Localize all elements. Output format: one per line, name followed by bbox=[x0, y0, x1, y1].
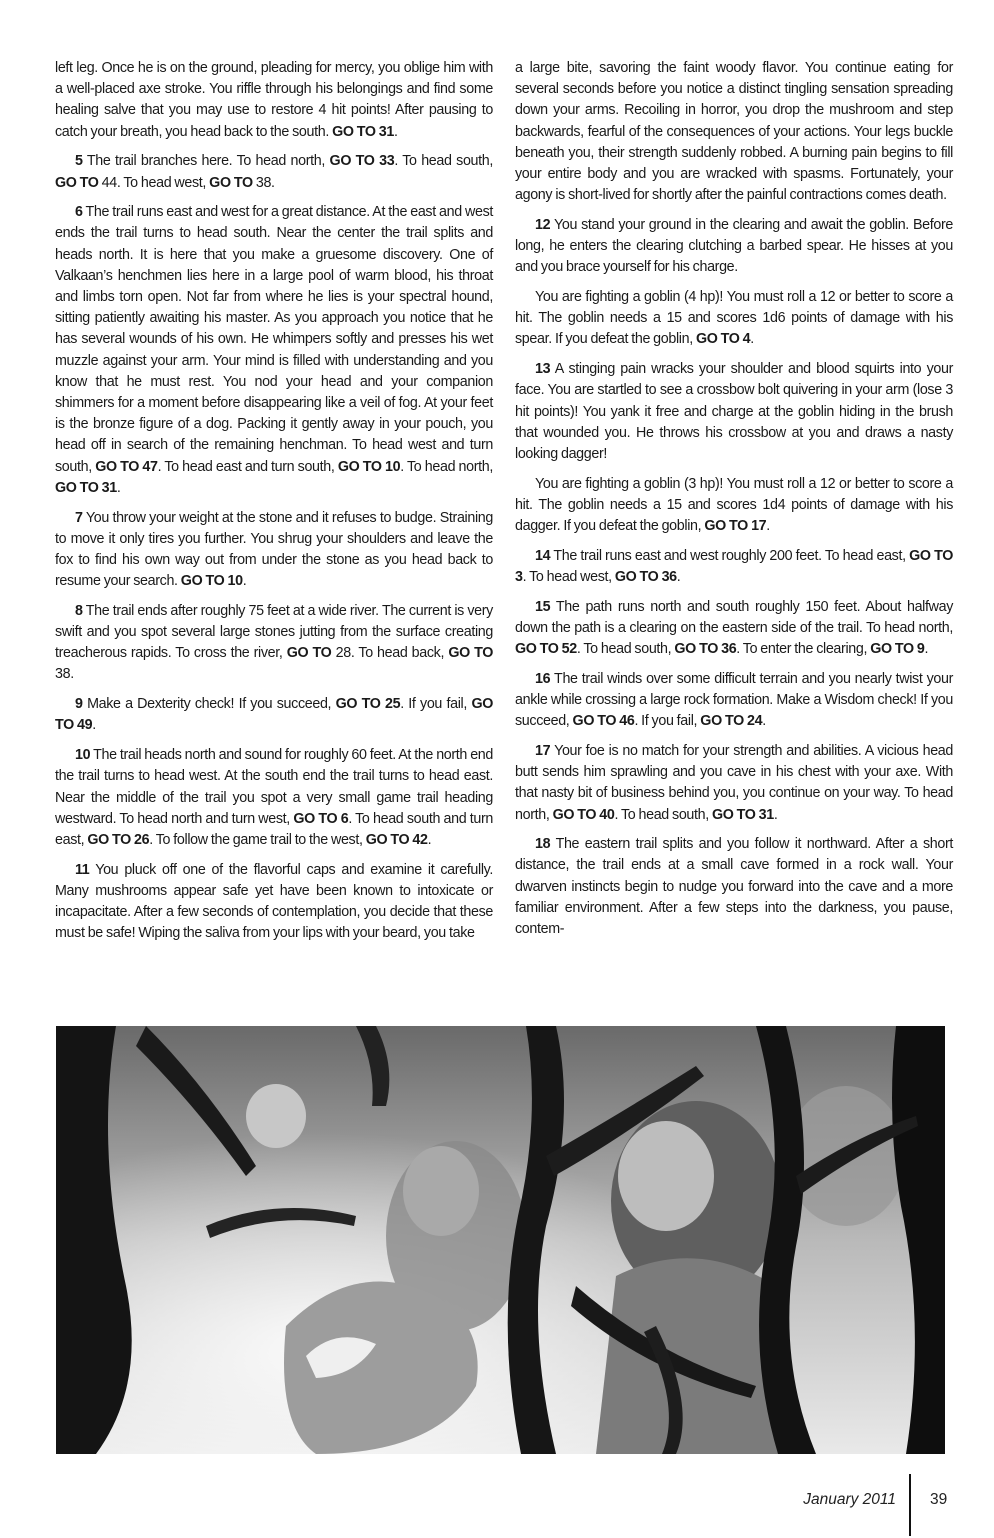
page-number: 39 bbox=[930, 1491, 948, 1508]
bold-run: GO TO 31 bbox=[55, 479, 117, 496]
text-run: . If you fail, bbox=[400, 696, 472, 713]
text-run: . To head east and turn south, bbox=[157, 458, 338, 475]
text-run: . bbox=[116, 479, 121, 496]
bold-run: GO TO 24 bbox=[700, 713, 763, 730]
left-text-column bbox=[55, 58, 493, 953]
text-run: A stinging pain wracks your shoulder and blood squirts into your face. You are startled to see a crossbow bolt quivering in your arm (lose 3 hit points)! You yank it free and charge at the goblin hiding in the brush that wounded you. He throws his crossbow at you and draws a nasty looking dagger! bbox=[515, 361, 953, 462]
forest-battle-illustration bbox=[56, 1026, 945, 1454]
text-run: . To head north, bbox=[400, 458, 493, 475]
text-run: a large bite, savoring the faint woody flavor. You continue eating for several seconds before you notice a distinct tingling sensation spreading down your arms. Recoiling in horror, you drop the mushroom and step backwards, fearful of the consequences of your actions. Your legs buckle beneath you, their strength suddenly robbed. A burning pain begins to fill your entire body and you are wracked with spasms. Fortunately, your agony is short-lived for shortly after the painful contractions comes death. bbox=[515, 60, 953, 204]
text-run: . To head west, bbox=[522, 568, 615, 585]
bold-run: GO TO 46 bbox=[572, 713, 635, 730]
bold-run: GO TO 3 bbox=[515, 547, 953, 585]
paragraph bbox=[515, 597, 953, 661]
bold-run: GO TO bbox=[209, 174, 253, 191]
bold-run: GO TO 52 bbox=[515, 641, 577, 658]
text-run: . bbox=[427, 831, 432, 848]
bold-run: GO TO 26 bbox=[87, 831, 150, 848]
paragraph bbox=[515, 546, 953, 588]
bold-run: GO TO 17 bbox=[704, 518, 767, 535]
paragraph bbox=[55, 601, 493, 686]
illustration-art bbox=[56, 1026, 945, 1454]
bold-run: GO TO 31 bbox=[712, 806, 774, 823]
bold-run: 7 bbox=[75, 509, 83, 526]
bold-run: 14 bbox=[535, 547, 551, 564]
text-run: 38. bbox=[55, 666, 74, 683]
bold-run: 18 bbox=[535, 836, 551, 853]
paragraph bbox=[515, 741, 953, 826]
bold-run: 11 bbox=[75, 861, 90, 878]
issue-date: January 2011 bbox=[803, 1491, 896, 1508]
bold-run: 16 bbox=[535, 670, 551, 687]
bold-run: 5 bbox=[75, 153, 83, 170]
bold-run: GO TO 25 bbox=[335, 696, 401, 713]
text-run: . To follow the game trail to the west, bbox=[149, 831, 366, 848]
text-run: . bbox=[393, 123, 398, 140]
text-run: 38. bbox=[252, 174, 275, 191]
paragraph bbox=[515, 834, 953, 940]
text-run: . To head south, bbox=[614, 806, 712, 823]
bold-run: GO TO 36 bbox=[614, 568, 677, 585]
text-run: Make a Dexterity check! If you succeed, bbox=[82, 696, 336, 713]
text-run: . bbox=[750, 331, 754, 348]
text-run: You are fighting a goblin (4 hp)! You must roll a 12 or better to score a hit. The goblin needs a 15 and scores 1d6 points of damage with his spear. If you defeat the goblin, bbox=[515, 289, 953, 348]
text-run: . If you fail, bbox=[634, 713, 701, 730]
text-run: left leg. Once he is on the ground, pleading for mercy, you oblige him with a well-placed axe stroke. You riffle through his belongings and find some healing salve that you may use to restore 4 hit points! After pausing to catch your breath, you head back to the south. bbox=[55, 60, 493, 140]
paragraph bbox=[55, 202, 493, 499]
footer-divider bbox=[909, 1474, 911, 1536]
bold-run: GO TO 4 bbox=[695, 331, 751, 348]
paragraph bbox=[55, 694, 493, 736]
text-run: The path runs north and south roughly 150 feet. About halfway down the path is a clearing on the eastern side of the trail. To head north, bbox=[515, 598, 953, 636]
text-run: The trail heads north and sound for roughly 60 feet. At the north end the trail turns to head west. At the south end the trail turns to head east. Near the middle of the trail you spot a very small game trail heading westward. To head north and turn west, bbox=[55, 747, 493, 827]
bold-run: GO TO 10 bbox=[337, 458, 401, 475]
text-run: The trail branches here. To head north, bbox=[82, 153, 330, 170]
bold-run: GO TO 47 bbox=[95, 458, 158, 475]
text-run: . bbox=[762, 713, 766, 730]
bold-run: GO TO 40 bbox=[552, 806, 615, 823]
text-run: Your foe is no match for your strength and abilities. A vicious head butt sends him sprawling and you cave in his chest with your axe. With that nasty bit of business behind you, you continue on your way. To head north, bbox=[515, 742, 953, 823]
bold-run: GO TO bbox=[448, 645, 494, 662]
text-run: You are fighting a goblin (3 hp)! You must roll a 12 or better to score a hit. The goblin needs a 15 and scores 1d4 points of damage with his dagger. If you defeat the goblin, bbox=[515, 475, 953, 535]
bold-run: 13 bbox=[535, 361, 551, 378]
text-run: . bbox=[766, 518, 770, 535]
bold-run: 6 bbox=[75, 204, 83, 221]
paragraph bbox=[515, 474, 953, 538]
text-run: The trail ends after roughly 75 feet at a wide river. The current is very swift and you spot several large stones jutting from the surface creating treacherous rapids. To cross the river, bbox=[55, 602, 493, 662]
right-text-column bbox=[515, 58, 953, 949]
paragraph bbox=[55, 860, 493, 945]
text-run: . To head south, bbox=[394, 153, 493, 170]
paragraph bbox=[515, 359, 953, 465]
text-run: . bbox=[242, 573, 247, 590]
bold-run: 8 bbox=[75, 602, 83, 619]
text-run: You throw your weight at the stone and it refuses to budge. Straining to move it only tires you further. You shrug your shoulders and leave the fox to find his own way out from under the stone as you head back to resume your search. bbox=[55, 509, 493, 590]
bold-run: GO TO 31 bbox=[332, 123, 394, 140]
bold-run: GO TO 42 bbox=[365, 831, 428, 848]
paragraph bbox=[55, 58, 493, 143]
text-run: The trail runs east and west roughly 200 feet. To head east, bbox=[550, 547, 910, 564]
text-run: You pluck off one of the flavorful caps and examine it carefully. Many mushrooms appear safe yet have been known to intoxicate or incapacitate. After a few seconds of contemplation, you decide that these must be safe! Wiping the saliva from your lips with your beard, you take bbox=[55, 861, 493, 942]
bold-run: GO TO 9 bbox=[870, 641, 925, 658]
paragraph bbox=[55, 745, 493, 851]
bold-run: GO TO 36 bbox=[674, 641, 737, 658]
bold-run: 10 bbox=[75, 747, 91, 764]
text-run: . To head south and turn east, bbox=[55, 810, 493, 848]
text-run: 28. To head back, bbox=[331, 645, 449, 662]
text-run: 44. To head west, bbox=[98, 174, 210, 191]
paragraph bbox=[515, 287, 953, 351]
paragraph bbox=[55, 151, 493, 193]
text-run: The trail runs east and west for a great distance. At the east and west ends the trail turns to head south. Near the center the trail splits and heads north. It is here that you make a gruesome discovery. One of Valkaan’s henchmen lies here in a large pool of warm blood, his throat and limbs torn open. Not far from where he lies is your spectral hound, sitting patiently awaiting his master. As you approach you notice that he has several wounds of his own. He whimpers softly and presses his wet muzzle against your arm. Your mind is filled with understanding and you know that he must rest. You nod your head and your companion shimmers for a moment before disappearing like a veil of fog. At your feet is the bronze figure of a dog. Packing it gently away in your pouch, you head off in search of the remaining henchman. To head west and turn south, bbox=[55, 204, 493, 475]
text-run: The eastern trail splits and you follow it northward. After a short distance, the trail ends at a small cave formed in a rock wall. Your dwarven instincts begin to nudge you forward into the cave and a more familiar environment. After a few steps into the darkness, you pause, contem- bbox=[515, 836, 953, 938]
bold-run: GO TO bbox=[286, 645, 332, 662]
text-run: . To enter the clearing, bbox=[736, 641, 871, 658]
bold-run: 12 bbox=[535, 216, 551, 233]
bold-run: GO TO 6 bbox=[293, 810, 349, 827]
paragraph bbox=[515, 669, 953, 733]
bold-run: GO TO 10 bbox=[180, 573, 243, 590]
bold-run: GO TO 33 bbox=[329, 153, 395, 170]
text-run: . bbox=[773, 806, 778, 823]
paragraph bbox=[515, 215, 953, 279]
bold-run: 15 bbox=[535, 598, 551, 615]
bold-run: 9 bbox=[75, 696, 83, 713]
bold-run: GO TO 49 bbox=[55, 696, 493, 734]
bold-run: 17 bbox=[535, 742, 551, 759]
text-run: . bbox=[676, 568, 681, 585]
bold-run: GO TO bbox=[55, 174, 99, 191]
text-run: . To head south, bbox=[576, 641, 675, 658]
text-run: The trail winds over some difficult terrain and you nearly twist your ankle while crossing a large rock formation. Make a Wisdom check! If you succeed, bbox=[515, 670, 953, 730]
paragraph bbox=[515, 58, 953, 206]
text-run: . bbox=[92, 717, 96, 734]
text-run: . bbox=[924, 641, 929, 658]
paragraph bbox=[55, 508, 493, 593]
text-run: You stand your ground in the clearing and await the goblin. Before long, he enters the clearing clutching a barbed spear. He hisses at you and you brace yourself for his charge. bbox=[515, 216, 953, 276]
